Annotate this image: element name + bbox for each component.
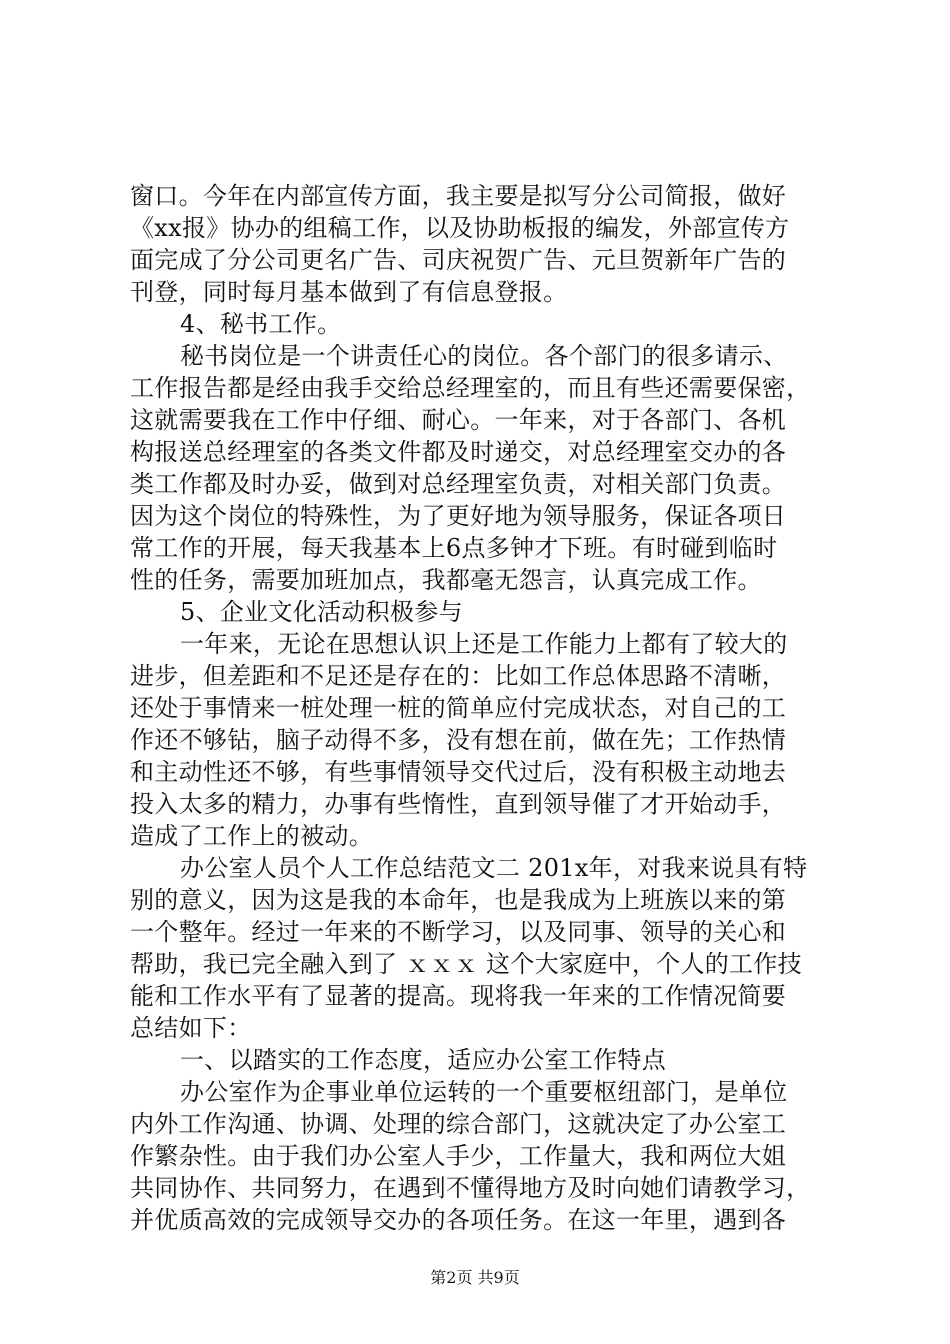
text-line: 共同协作、共同努力，在遇到不懂得地方及时向她们请教学习， — [130, 1174, 811, 1202]
text-line: 帮助，我已完全融入到了 ｘｘｘ 这个大家庭中，个人的工作技 — [130, 950, 802, 978]
text-line: 构报送总经理室的各类文件都及时递交，对总经理室交办的各 — [130, 438, 787, 466]
text-line: 性的任务，需要加班加点，我都毫无怨言，认真完成工作。 — [130, 566, 762, 594]
text-line: 这就需要我在工作中仔细、耐心。一年来，对于各部门、各机 — [130, 406, 787, 434]
text-line: 办公室作为企事业单位运转的一个重要枢纽部门，是单位 — [180, 1078, 788, 1106]
text-line: 秘书岗位是一个讲责任心的岗位。各个部门的很多请示、 — [180, 342, 788, 370]
text-line: 常工作的开展，每天我基本上6点多钟才下班。有时碰到临时 — [130, 534, 778, 562]
text-line: 一年来，无论在思想认识上还是工作能力上都有了较大的 — [180, 630, 788, 658]
text-line: 还处于事情来一桩处理一桩的简单应付完成状态，对自己的工 — [130, 694, 787, 722]
text-line: 造成了工作上的被动。 — [130, 822, 373, 850]
section-heading: 一、以踏实的工作态度，适应办公室工作特点 — [180, 1046, 666, 1074]
text-line: 类工作都及时办妥，做到对总经理室负责，对相关部门负责。 — [130, 470, 787, 498]
text-line: 内外工作沟通、协调、处理的综合部门，这就决定了办公室工 — [130, 1110, 787, 1138]
text-line: 窗口。今年在内部宣传方面，我主要是拟写分公司简报，做好 — [130, 182, 787, 210]
text-line: 作还不够钻，脑子动得不多，没有想在前，做在先；工作热情 — [130, 726, 787, 754]
text-line: 和主动性还不够，有些事情领导交代过后，没有积极主动地去 — [130, 758, 787, 786]
text-line: 刊登，同时每月基本做到了有信息登报。 — [130, 278, 568, 306]
text-line: 办公室人员个人工作总结范文二 201x年，对我来说具有特 — [180, 854, 808, 882]
text-line: 投入太多的精力，办事有些惰性，直到领导催了才开始动手， — [130, 790, 787, 818]
text-line: 并优质高效的完成领导交办的各项任务。在这一年里，遇到各 — [130, 1206, 787, 1234]
text-line: 别的意义，因为这是我的本命年，也是我成为上班族以来的第 — [130, 886, 787, 914]
text-line: 作繁杂性。由于我们办公室人手少，工作量大，我和两位大姐 — [130, 1142, 787, 1170]
text-line: 面完成了分公司更名广告、司庆祝贺广告、元旦贺新年广告的 — [130, 246, 787, 274]
text-line: 因为这个岗位的特殊性，为了更好地为领导服务，保证各项日 — [130, 502, 787, 530]
text-line: 工作报告都是经由我手交给总经理室的，而且有些还需要保密， — [130, 374, 811, 402]
page-footer: 第2页 共9页 — [430, 1268, 520, 1287]
text-line: 进步，但差距和不足还是存在的：比如工作总体思路不清晰， — [130, 662, 787, 690]
section-heading: 4、秘书工作。 — [180, 310, 342, 338]
section-heading: 5、企业文化活动积极参与 — [180, 598, 463, 626]
text-line: 《xx报》协办的组稿工作，以及协助板报的编发，外部宣传方 — [130, 214, 790, 242]
text-line: 能和工作水平有了显著的提高。现将我一年来的工作情况简要 — [130, 982, 787, 1010]
text-line: 一个整年。经过一年来的不断学习，以及同事、领导的关心和 — [130, 918, 787, 946]
text-line: 总结如下： — [130, 1014, 252, 1042]
